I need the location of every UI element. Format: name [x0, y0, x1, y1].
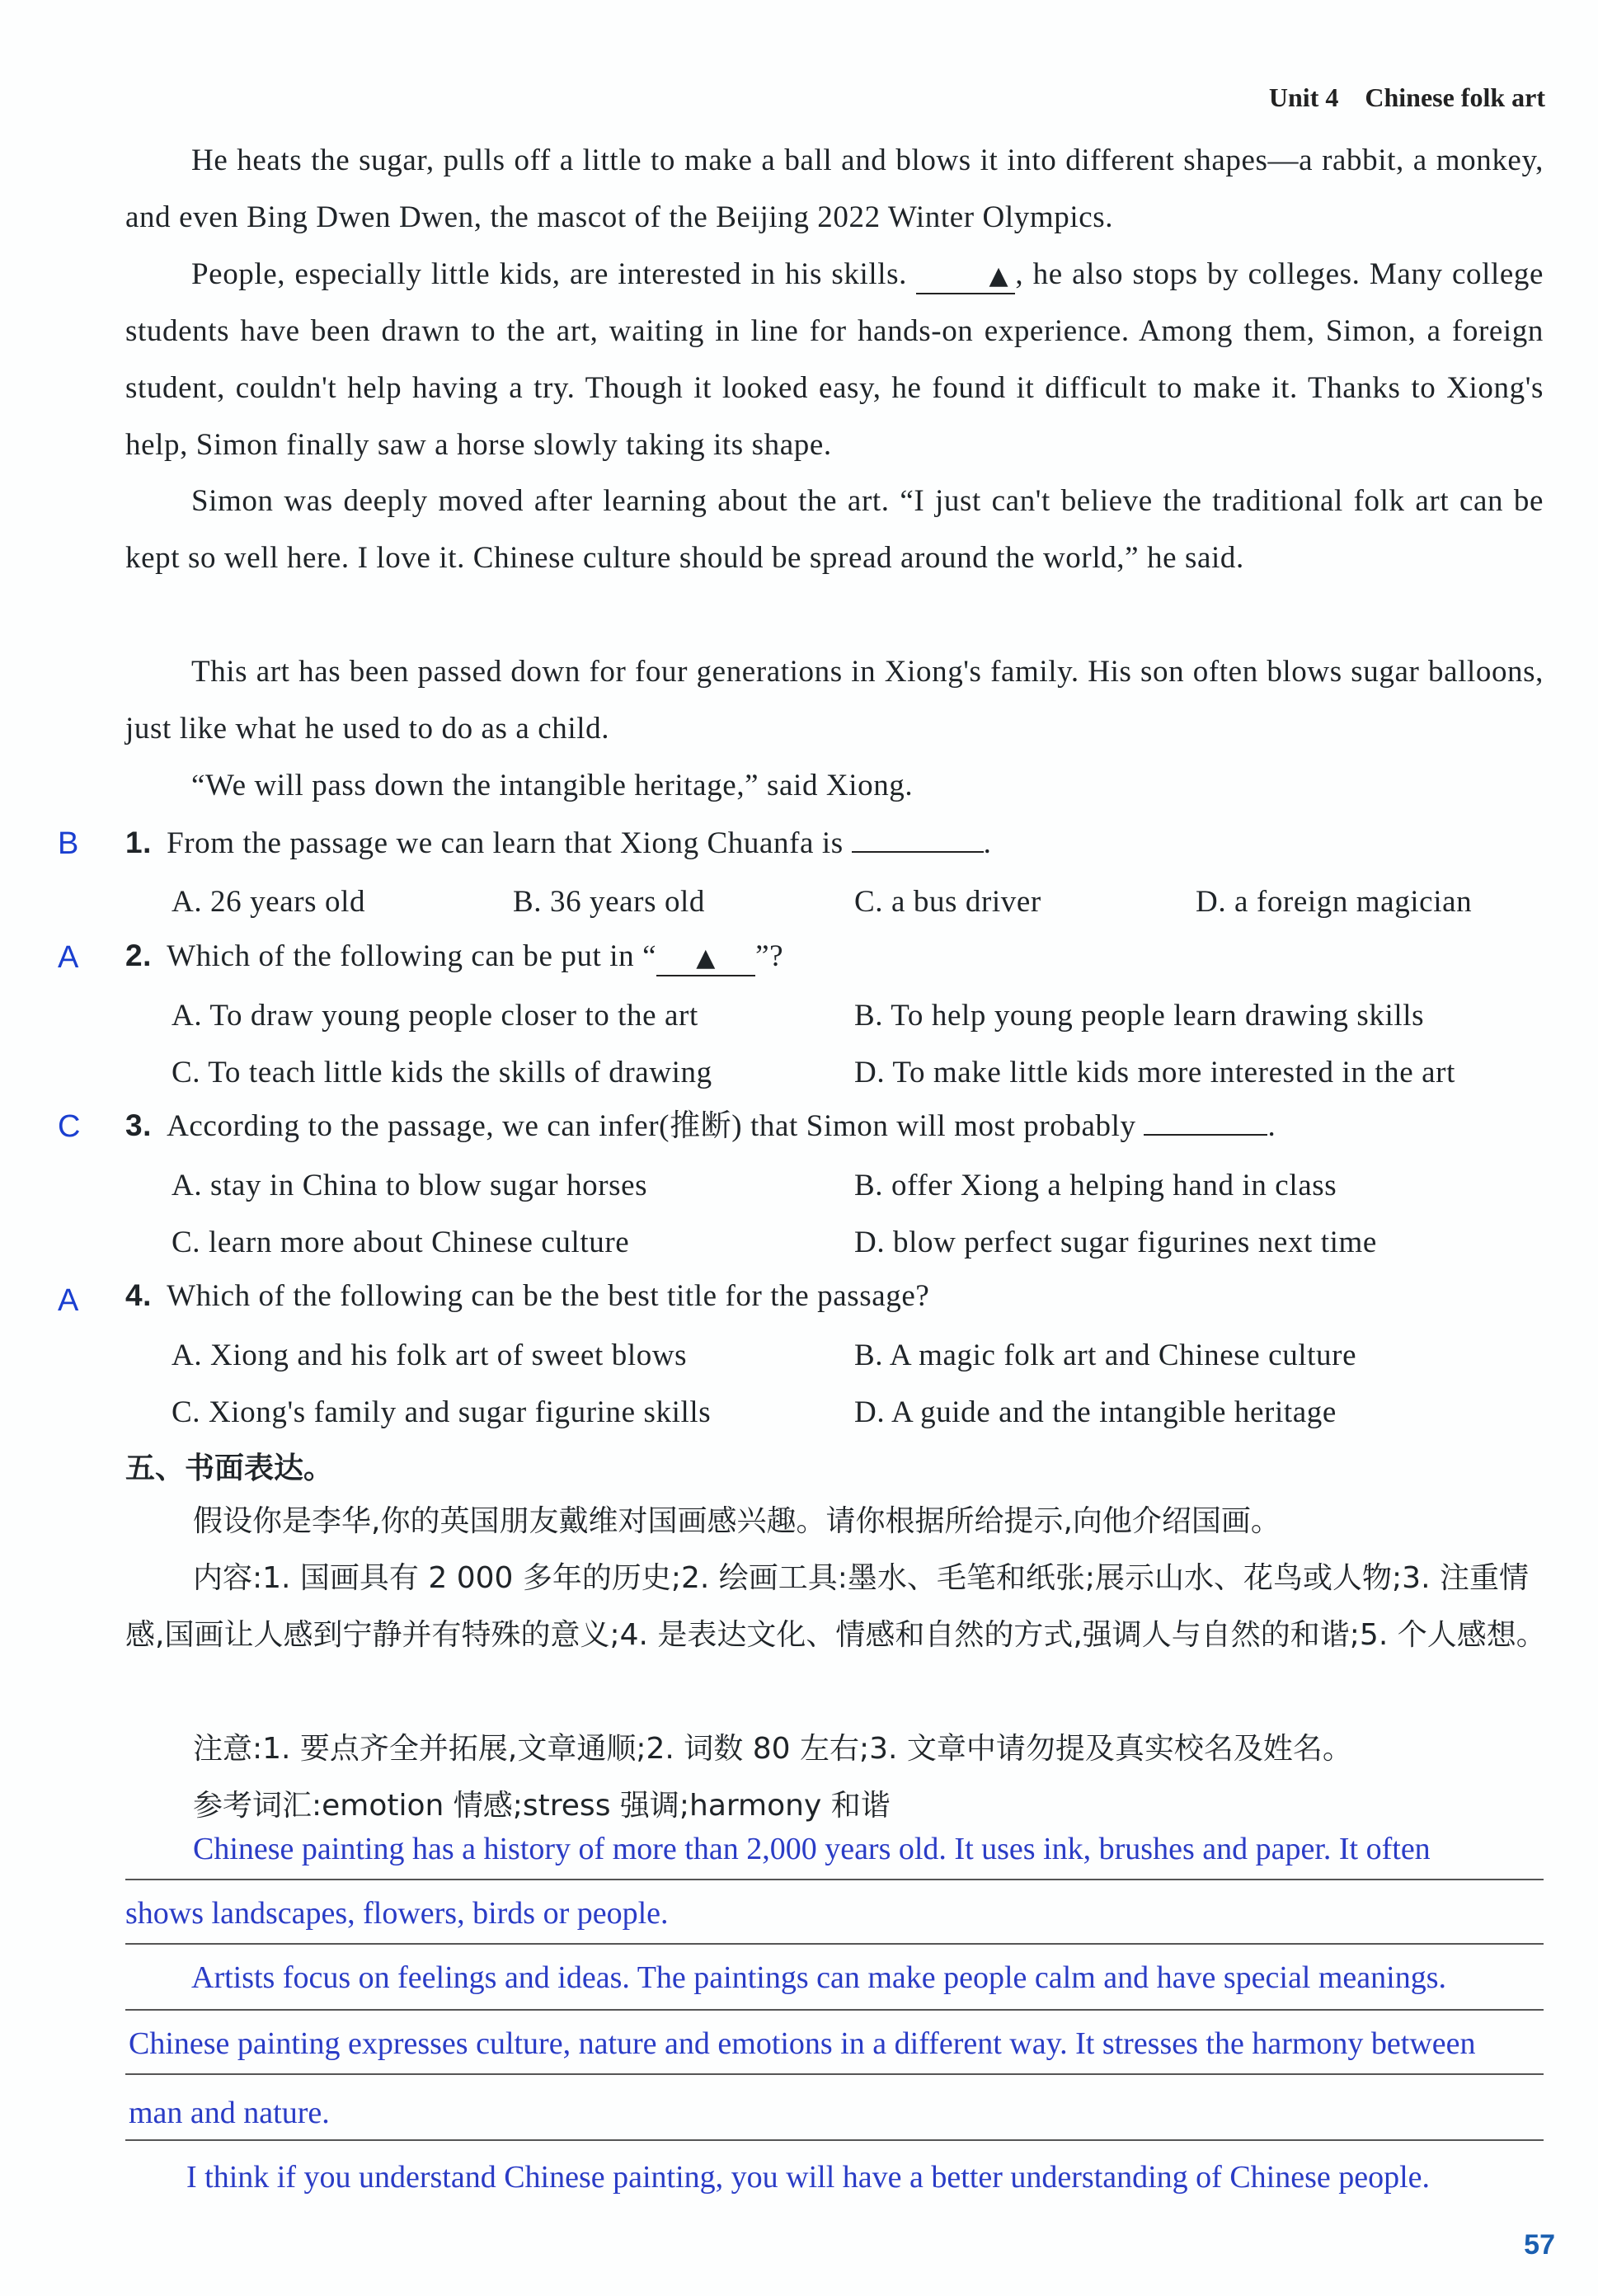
option-c: C. To teach little kids the skills of drawing	[172, 1056, 712, 1089]
writing-rule	[125, 1943, 1544, 1945]
question-text: Which of the following can be put in “	[167, 939, 657, 973]
answer-mark-4: A	[58, 1283, 79, 1318]
option-a: A. 26 years old	[172, 885, 366, 919]
writing-vocab: 参考词汇:emotion 情感;stress 强调;harmony 和谐	[193, 1789, 891, 1823]
question-4	[125, 1267, 1544, 1324]
answer-blank	[852, 851, 984, 853]
question-number: 3.	[125, 1108, 153, 1142]
question-number: 1.	[125, 826, 153, 859]
handwriting-line-5: man and nature.	[129, 2096, 330, 2130]
option-b: B. A magic folk art and Chinese culture	[854, 1339, 1357, 1372]
question-text: From the passage we can learn that Xiong Chuanfa is	[167, 826, 844, 860]
option-c: C. Xiong's family and sugar figurine skills	[172, 1395, 712, 1429]
question-tail: ”?	[755, 939, 784, 973]
option-a: A. To draw young people closer to the art	[172, 999, 698, 1033]
unit-title: Chinese folk art	[1365, 82, 1545, 112]
question-number: 4.	[125, 1278, 153, 1312]
passage-p2-after: , he also stops by colleges. Many college students have been drawn to the art, waiting in line for hands-on experience. Among them, Simon, a foreign student, couldn't help having a try. Though it looked easy, he found it difficult to make it. Thanks to Xiong's help, Simon finally saw a horse slowly taking its shape.	[125, 257, 1544, 462]
option-b: B. To help young people learn drawing skills	[854, 999, 1425, 1033]
option-a: A. stay in China to blow sugar horses	[172, 1169, 648, 1202]
option-d: D. blow perfect sugar figurines next time	[854, 1226, 1377, 1259]
unit-label: Unit 4	[1268, 82, 1339, 112]
handwriting-line-1: Chinese painting has a history of more than 2,000 years old. It uses ink, brushes and paper. It often	[193, 1832, 1431, 1866]
writing-rule	[125, 2009, 1544, 2011]
triangle-blank: ▲	[916, 260, 1015, 294]
question-2	[125, 927, 1544, 985]
writing-note: 注意:1. 要点齐全并拓展,文章通顺;2. 词数 80 左右;3. 文章中请勿提及真实校名及姓名。	[193, 1732, 1352, 1766]
answer-mark-3: C	[58, 1109, 81, 1144]
question-text: Which of the following can be the best title for the passage?	[167, 1279, 930, 1313]
writing-rule	[125, 2073, 1544, 2075]
question-3	[125, 1097, 1544, 1155]
handwriting-line-6: I think if you understand Chinese painting, you will have a better understanding of Chinese people.	[186, 2160, 1431, 2195]
passage-paragraph-1: He heats the sugar, pulls off a little to make a ball and blows it into different shapes—a rabbit, a monkey, and even Bing Dwen Dwen, the mascot of the Beijing 2022 Winter Olympics.	[125, 144, 1544, 234]
question-text: According to the passage, we can infer(推断) that Simon will most probably	[167, 1109, 1136, 1143]
answer-mark-1: B	[58, 826, 79, 861]
passage-p2-before: People, especially little kids, are interested in his skills.	[191, 257, 907, 291]
option-c: C. learn more about Chinese culture	[172, 1226, 630, 1259]
question-tail: .	[1267, 1109, 1276, 1143]
writing-intro: 假设你是李华,你的英国朋友戴维对国画感兴趣。请你根据所给提示,向他介绍国画。	[193, 1504, 1281, 1538]
option-d: D. A guide and the intangible heritage	[854, 1395, 1337, 1429]
handwriting-line-4: Chinese painting expresses culture, nature and emotions in a different way. It stresses the harmony between	[129, 2026, 1476, 2061]
handwriting-line-3: Artists focus on feelings and ideas. The paintings can make people calm and have special meanings.	[191, 1960, 1447, 1995]
answer-blank	[1144, 1134, 1267, 1136]
option-d: D. To make little kids more interested in the art	[854, 1056, 1455, 1089]
passage-paragraph-2	[125, 246, 1544, 473]
section-title: 五、书面表达。	[125, 1451, 334, 1485]
option-d: D. a foreign magician	[1196, 885, 1473, 919]
writing-rule	[125, 1879, 1544, 1880]
page-number: 57	[1524, 2229, 1555, 2261]
option-c: C. a bus driver	[854, 885, 1041, 919]
option-a: A. Xiong and his folk art of sweet blows	[172, 1339, 688, 1372]
passage-paragraph-5: “We will pass down the intangible heritage,” said Xiong.	[191, 769, 914, 802]
triangle-blank: ▲	[656, 942, 755, 976]
handwriting-line-2: shows landscapes, flowers, birds or people.	[125, 1896, 669, 1931]
option-b: B. 36 years old	[513, 885, 706, 919]
answer-mark-2: A	[58, 940, 79, 975]
question-number: 2.	[125, 939, 153, 972]
passage-paragraph-4: This art has been passed down for four generations in Xiong's family. His son often blows sugar balloons, just like what he used to do as a child.	[125, 655, 1544, 746]
option-b: B. offer Xiong a helping hand in class	[854, 1169, 1337, 1202]
question-1	[125, 814, 1544, 872]
writing-rule	[125, 2139, 1544, 2141]
writing-content: 内容:1. 国画具有 2 000 多年的历史;2. 绘画工具:墨水、毛笔和纸张;展示山水、花鸟或人物;3. 注重情感,国画让人感到宁静并有特殊的意义;4. 是表达文化、情感和自然的方式,强调人与自然的和谐;5. 个人感想。	[125, 1561, 1546, 1652]
page-header	[1269, 82, 1545, 113]
passage-paragraph-3: Simon was deeply moved after learning about the art. “I just can't believe the traditional folk art can be kept so well here. I love it. Chinese culture should be spread around the world,” he said.	[125, 484, 1544, 575]
question-tail: .	[983, 826, 992, 860]
